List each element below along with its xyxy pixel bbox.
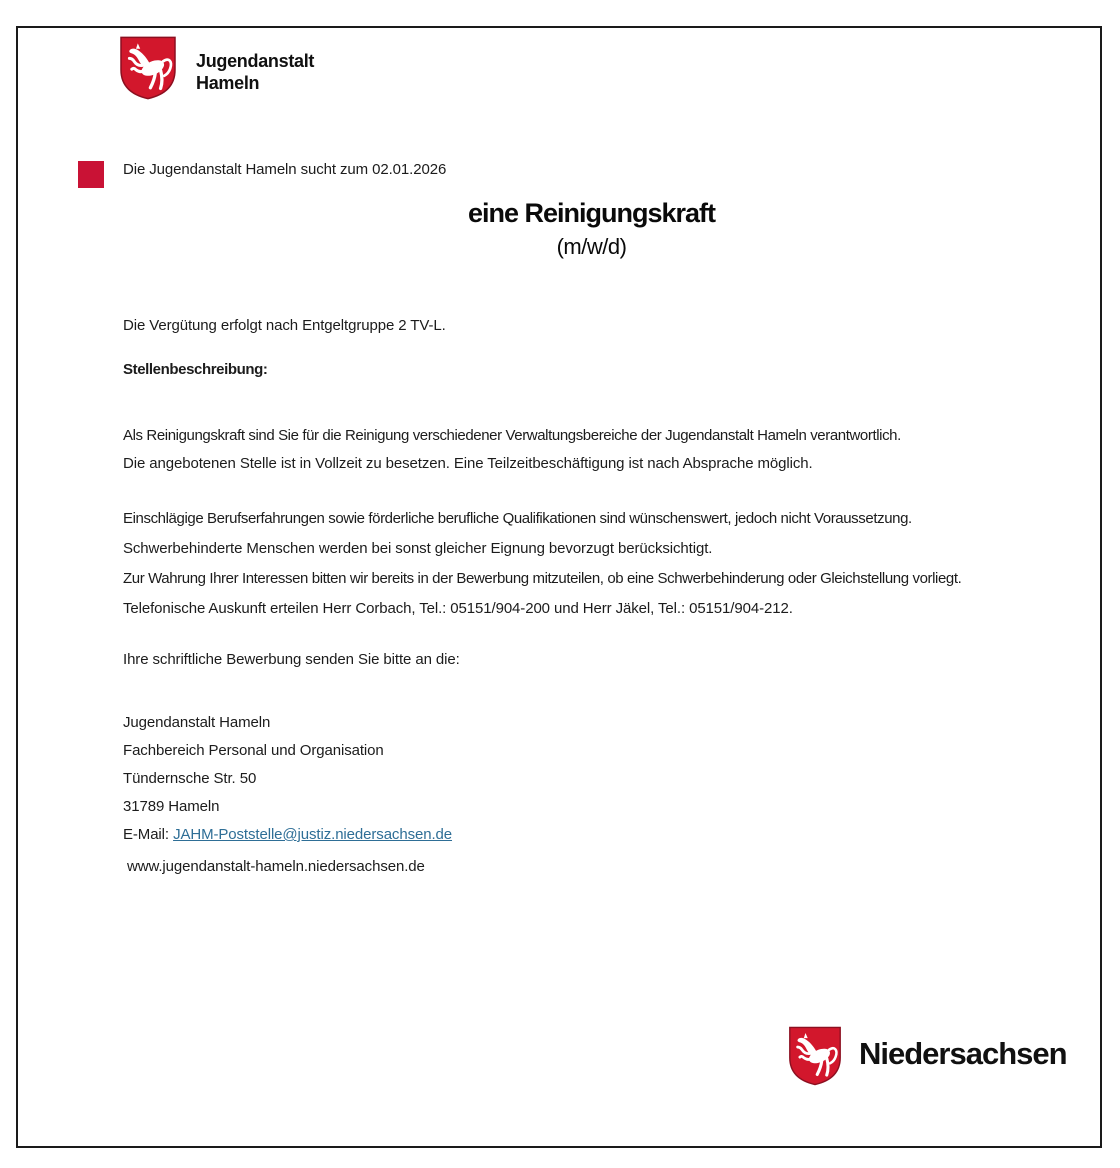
paragraph: Die angebotenen Stelle ist in Vollzeit zu besetzen. Eine Teilzeitbeschäftigung ist nach Absprache möglich.	[123, 455, 813, 472]
horse-shield-icon	[118, 35, 178, 101]
paragraph: Zur Wahrung Ihrer Interessen bitten wir bereits in der Bewerbung mitzuteilen, ob eine Schwerbehinderung oder Gleichstellung vorliegt.	[123, 570, 962, 587]
footer-logo	[787, 1025, 843, 1087]
job-title-gender-suffix: (m/w/d)	[556, 234, 627, 259]
section-heading: Stellenbeschreibung:	[123, 361, 268, 378]
address-line-street: Tündernsche Str. 50	[123, 770, 257, 787]
email-link[interactable]: JAHM-Poststelle@justiz.niedersachsen.de	[173, 826, 453, 843]
paragraph: Einschlägige Berufserfahrungen sowie förderliche berufliche Qualifikationen sind wünschenswert, jedoch nicht Voraussetzung.	[123, 510, 912, 527]
email-label: E-Mail:	[123, 826, 169, 843]
intro-line: Die Jugendanstalt Hameln sucht zum 02.01.2026	[123, 161, 447, 178]
header-wordmark	[196, 50, 314, 94]
org-name-line1: Jugendanstalt	[196, 51, 315, 71]
paragraph: Schwerbehinderte Menschen werden bei sonst gleicher Eignung bevorzugt berücksichtigt.	[123, 540, 713, 557]
niedersachsen-wordmark: Niedersachsen	[859, 1036, 1067, 1071]
website-url: www.jugendanstalt-hameln.niedersachsen.de	[127, 858, 425, 875]
address-line-org: Jugendanstalt Hameln	[123, 714, 271, 731]
accent-square	[78, 161, 104, 188]
address-line-department: Fachbereich Personal und Organisation	[123, 742, 384, 759]
salary-line: Die Vergütung erfolgt nach Entgeltgruppe 2 TV-L.	[123, 317, 446, 334]
address-line-city: 31789 Hameln	[123, 798, 220, 815]
job-title: eine Reinigungskraft	[467, 198, 716, 228]
header-logo	[118, 35, 178, 101]
email-line	[123, 826, 452, 843]
paragraph: Telefonische Auskunft erteilen Herr Corbach, Tel.: 05151/904-200 und Herr Jäkel, Tel.: 05151/904-212.	[123, 600, 793, 617]
paragraph: Ihre schriftliche Bewerbung senden Sie bitte an die:	[123, 651, 460, 668]
org-name-line2: Hameln	[196, 73, 260, 93]
horse-shield-icon	[787, 1025, 843, 1087]
page-border	[16, 26, 1102, 1148]
paragraph: Als Reinigungskraft sind Sie für die Reinigung verschiedener Verwaltungsbereiche der Jugendanstalt Hameln verantwortlich.	[123, 427, 901, 444]
